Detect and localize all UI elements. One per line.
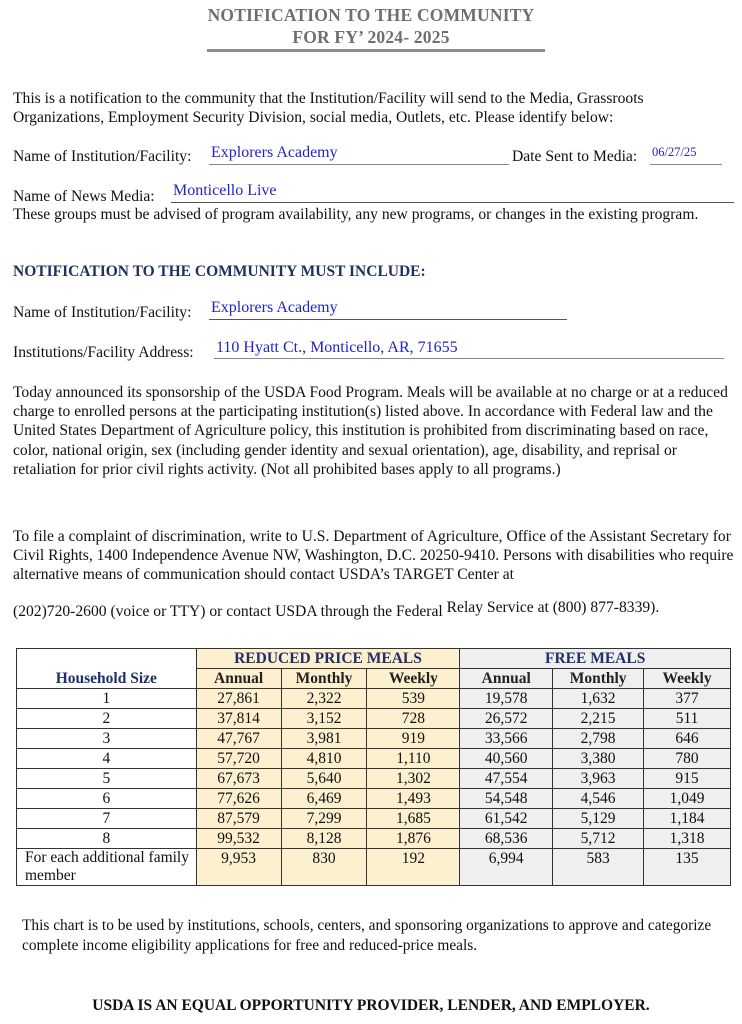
news-media-field[interactable]: Monticello Live — [173, 182, 277, 199]
free-weekly-cell: 780 — [644, 749, 731, 769]
date-sent-field-underline — [650, 164, 722, 165]
household-size-cell: For each additional family member — [17, 849, 197, 886]
free-annual-cell: 33,566 — [460, 729, 553, 749]
news-media-label: Name of News Media: — [13, 188, 155, 205]
equal-opportunity-statement: USDA IS AN EQUAL OPPORTUNITY PROVIDER, LENDER, AND EMPLOYER. — [92, 997, 650, 1014]
household-size-header: Household Size — [17, 649, 197, 689]
institution-field[interactable]: Explorers Academy — [211, 144, 338, 161]
rp-monthly-cell: 4,810 — [281, 749, 367, 769]
rp-weekly-cell: 1,876 — [367, 829, 460, 849]
household-size-cell: 2 — [17, 709, 197, 729]
free-monthly-header: Monthly — [553, 669, 644, 689]
rp-annual-cell: 67,673 — [196, 769, 281, 789]
must-include-heading: NOTIFICATION TO THE COMMUNITY MUST INCLUDE: — [13, 263, 426, 280]
address-field[interactable]: 110 Hyatt Ct., Monticello, AR, 71655 — [216, 339, 458, 356]
free-annual-cell: 6,994 — [460, 849, 553, 886]
address-label: Institutions/Facility Address: — [13, 344, 194, 361]
table-row — [17, 709, 731, 729]
rp-monthly-cell: 6,469 — [281, 789, 367, 809]
table-body — [17, 689, 731, 886]
rp-weekly-cell: 728 — [367, 709, 460, 729]
rp-monthly-cell: 7,299 — [281, 809, 367, 829]
free-weekly-header: Weekly — [644, 669, 731, 689]
free-monthly-cell: 4,546 — [553, 789, 644, 809]
complaint-line-2b: Relay Service at (800) 877-8339). — [446, 599, 660, 616]
complaint-paragraph: To file a complaint of discrimination, write to U.S. Department of Agriculture, Office of the Assistant Secretary for Civil Rights, 1400 Independence Avenue NW, Washington, D.C. 20250-9410. Persons with disabilities who require alternative means of communication should contact USDA’s TARGET Center at — [13, 528, 734, 584]
announcement-paragraph: Today announced its sponsorship of the USDA Food Program. Meals will be available at no charge or at a reduced charge to enrolled persons at the participating institution(s) listed above. In accordance with Federal law and the United States Department of Agriculture policy, this institution is prohibited from discriminating based on race, color, national origin, sex (including gender identity and sexual orientation), age, disability, and reprisal or retaliation for prior civil rights activity. (Not all prohibited bases apply to all programs.) — [13, 384, 728, 478]
free-annual-cell: 26,572 — [460, 709, 553, 729]
free-weekly-cell: 511 — [644, 709, 731, 729]
rp-annual-cell: 57,720 — [196, 749, 281, 769]
household-size-cell: 3 — [17, 729, 197, 749]
news-media-field-underline — [171, 202, 734, 203]
free-monthly-cell: 1,632 — [553, 689, 644, 709]
free-annual-cell: 47,554 — [460, 769, 553, 789]
table-row — [17, 829, 731, 849]
chart-usage-note: This chart is to be used by institutions, schools, centers, and sponsoring organizations to approve and categorize complete income eligibility applications for free and reduced-price meals. — [22, 917, 712, 954]
institution-field-2-underline — [209, 319, 567, 320]
free-weekly-cell: 915 — [644, 769, 731, 789]
rp-annual-cell: 77,626 — [196, 789, 281, 809]
institution-label-2: Name of Institution/Facility: — [13, 304, 192, 321]
rp-annual-header: Annual — [196, 669, 281, 689]
document-title — [0, 4, 742, 48]
rp-monthly-cell: 3,981 — [281, 729, 367, 749]
rp-annual-cell: 99,532 — [196, 829, 281, 849]
rp-annual-cell: 87,579 — [196, 809, 281, 829]
rp-weekly-cell: 1,685 — [367, 809, 460, 829]
free-weekly-cell: 135 — [644, 849, 731, 886]
rp-weekly-header: Weekly — [367, 669, 460, 689]
household-size-cell: 4 — [17, 749, 197, 769]
free-annual-header: Annual — [460, 669, 553, 689]
rp-monthly-header: Monthly — [281, 669, 367, 689]
free-monthly-cell: 3,963 — [553, 769, 644, 789]
free-annual-cell: 68,536 — [460, 829, 553, 849]
free-annual-cell: 19,578 — [460, 689, 553, 709]
rp-monthly-cell: 830 — [281, 849, 367, 886]
title-underline — [207, 49, 545, 52]
free-weekly-cell: 1,318 — [644, 829, 731, 849]
rp-monthly-cell: 2,322 — [281, 689, 367, 709]
free-monthly-cell: 5,129 — [553, 809, 644, 829]
free-monthly-cell: 2,798 — [553, 729, 644, 749]
title-line-1: NOTIFICATION TO THE COMMUNITY — [207, 5, 535, 25]
household-size-cell: 6 — [17, 789, 197, 809]
rp-weekly-cell: 1,110 — [367, 749, 460, 769]
table-row — [17, 769, 731, 789]
reduced-price-meals-header: REDUCED PRICE MEALS — [196, 649, 460, 669]
free-annual-cell: 61,542 — [460, 809, 553, 829]
free-monthly-cell: 5,712 — [553, 829, 644, 849]
free-meals-header: FREE MEALS — [460, 649, 731, 669]
rp-monthly-cell: 5,640 — [281, 769, 367, 789]
table-row — [17, 789, 731, 809]
intro-paragraph: This is a notification to the community that the Institution/Facility will send to the Media, Grassroots Organizations, Employment Security Division, social media, Outlets, etc. Please identify below: — [13, 90, 644, 126]
income-eligibility-table — [16, 648, 731, 886]
free-weekly-cell: 646 — [644, 729, 731, 749]
date-sent-label: Date Sent to Media: — [512, 148, 638, 165]
household-size-cell: 5 — [17, 769, 197, 789]
household-size-cell: 7 — [17, 809, 197, 829]
free-annual-cell: 40,560 — [460, 749, 553, 769]
rp-weekly-cell: 1,302 — [367, 769, 460, 789]
table-row-additional-member — [17, 849, 731, 886]
advisory-paragraph: These groups must be advised of program availability, any new programs, or changes in the existing program. — [13, 206, 699, 223]
table-row — [17, 729, 731, 749]
free-weekly-cell: 1,184 — [644, 809, 731, 829]
free-annual-cell: 54,548 — [460, 789, 553, 809]
title-line-2: FOR FY’ 2024- 2025 — [292, 27, 450, 47]
free-monthly-cell: 2,215 — [553, 709, 644, 729]
household-size-cell: 8 — [17, 829, 197, 849]
date-sent-field[interactable]: 06/27/25 — [652, 145, 697, 159]
table-row — [17, 749, 731, 769]
table-group-header-row — [17, 649, 731, 669]
rp-annual-cell: 9,953 — [196, 849, 281, 886]
table-row — [17, 689, 731, 709]
complaint-line-2 — [13, 599, 660, 621]
institution-field-underline — [209, 164, 509, 165]
rp-annual-cell: 37,814 — [196, 709, 281, 729]
free-weekly-cell: 1,049 — [644, 789, 731, 809]
rp-weekly-cell: 539 — [367, 689, 460, 709]
complaint-line-2a: (202)720-2600 (voice or TTY) or contact USDA through the Federal — [13, 603, 443, 620]
free-monthly-cell: 3,380 — [553, 749, 644, 769]
institution-label: Name of Institution/Facility: — [13, 148, 192, 165]
rp-weekly-cell: 1,493 — [367, 789, 460, 809]
rp-monthly-cell: 8,128 — [281, 829, 367, 849]
rp-annual-cell: 47,767 — [196, 729, 281, 749]
table-row — [17, 809, 731, 829]
institution-field-2[interactable]: Explorers Academy — [211, 299, 338, 316]
free-monthly-cell: 583 — [553, 849, 644, 886]
rp-weekly-cell: 192 — [367, 849, 460, 886]
rp-monthly-cell: 3,152 — [281, 709, 367, 729]
rp-annual-cell: 27,861 — [196, 689, 281, 709]
rp-weekly-cell: 919 — [367, 729, 460, 749]
free-weekly-cell: 377 — [644, 689, 731, 709]
household-size-cell: 1 — [17, 689, 197, 709]
address-field-underline — [214, 358, 724, 359]
